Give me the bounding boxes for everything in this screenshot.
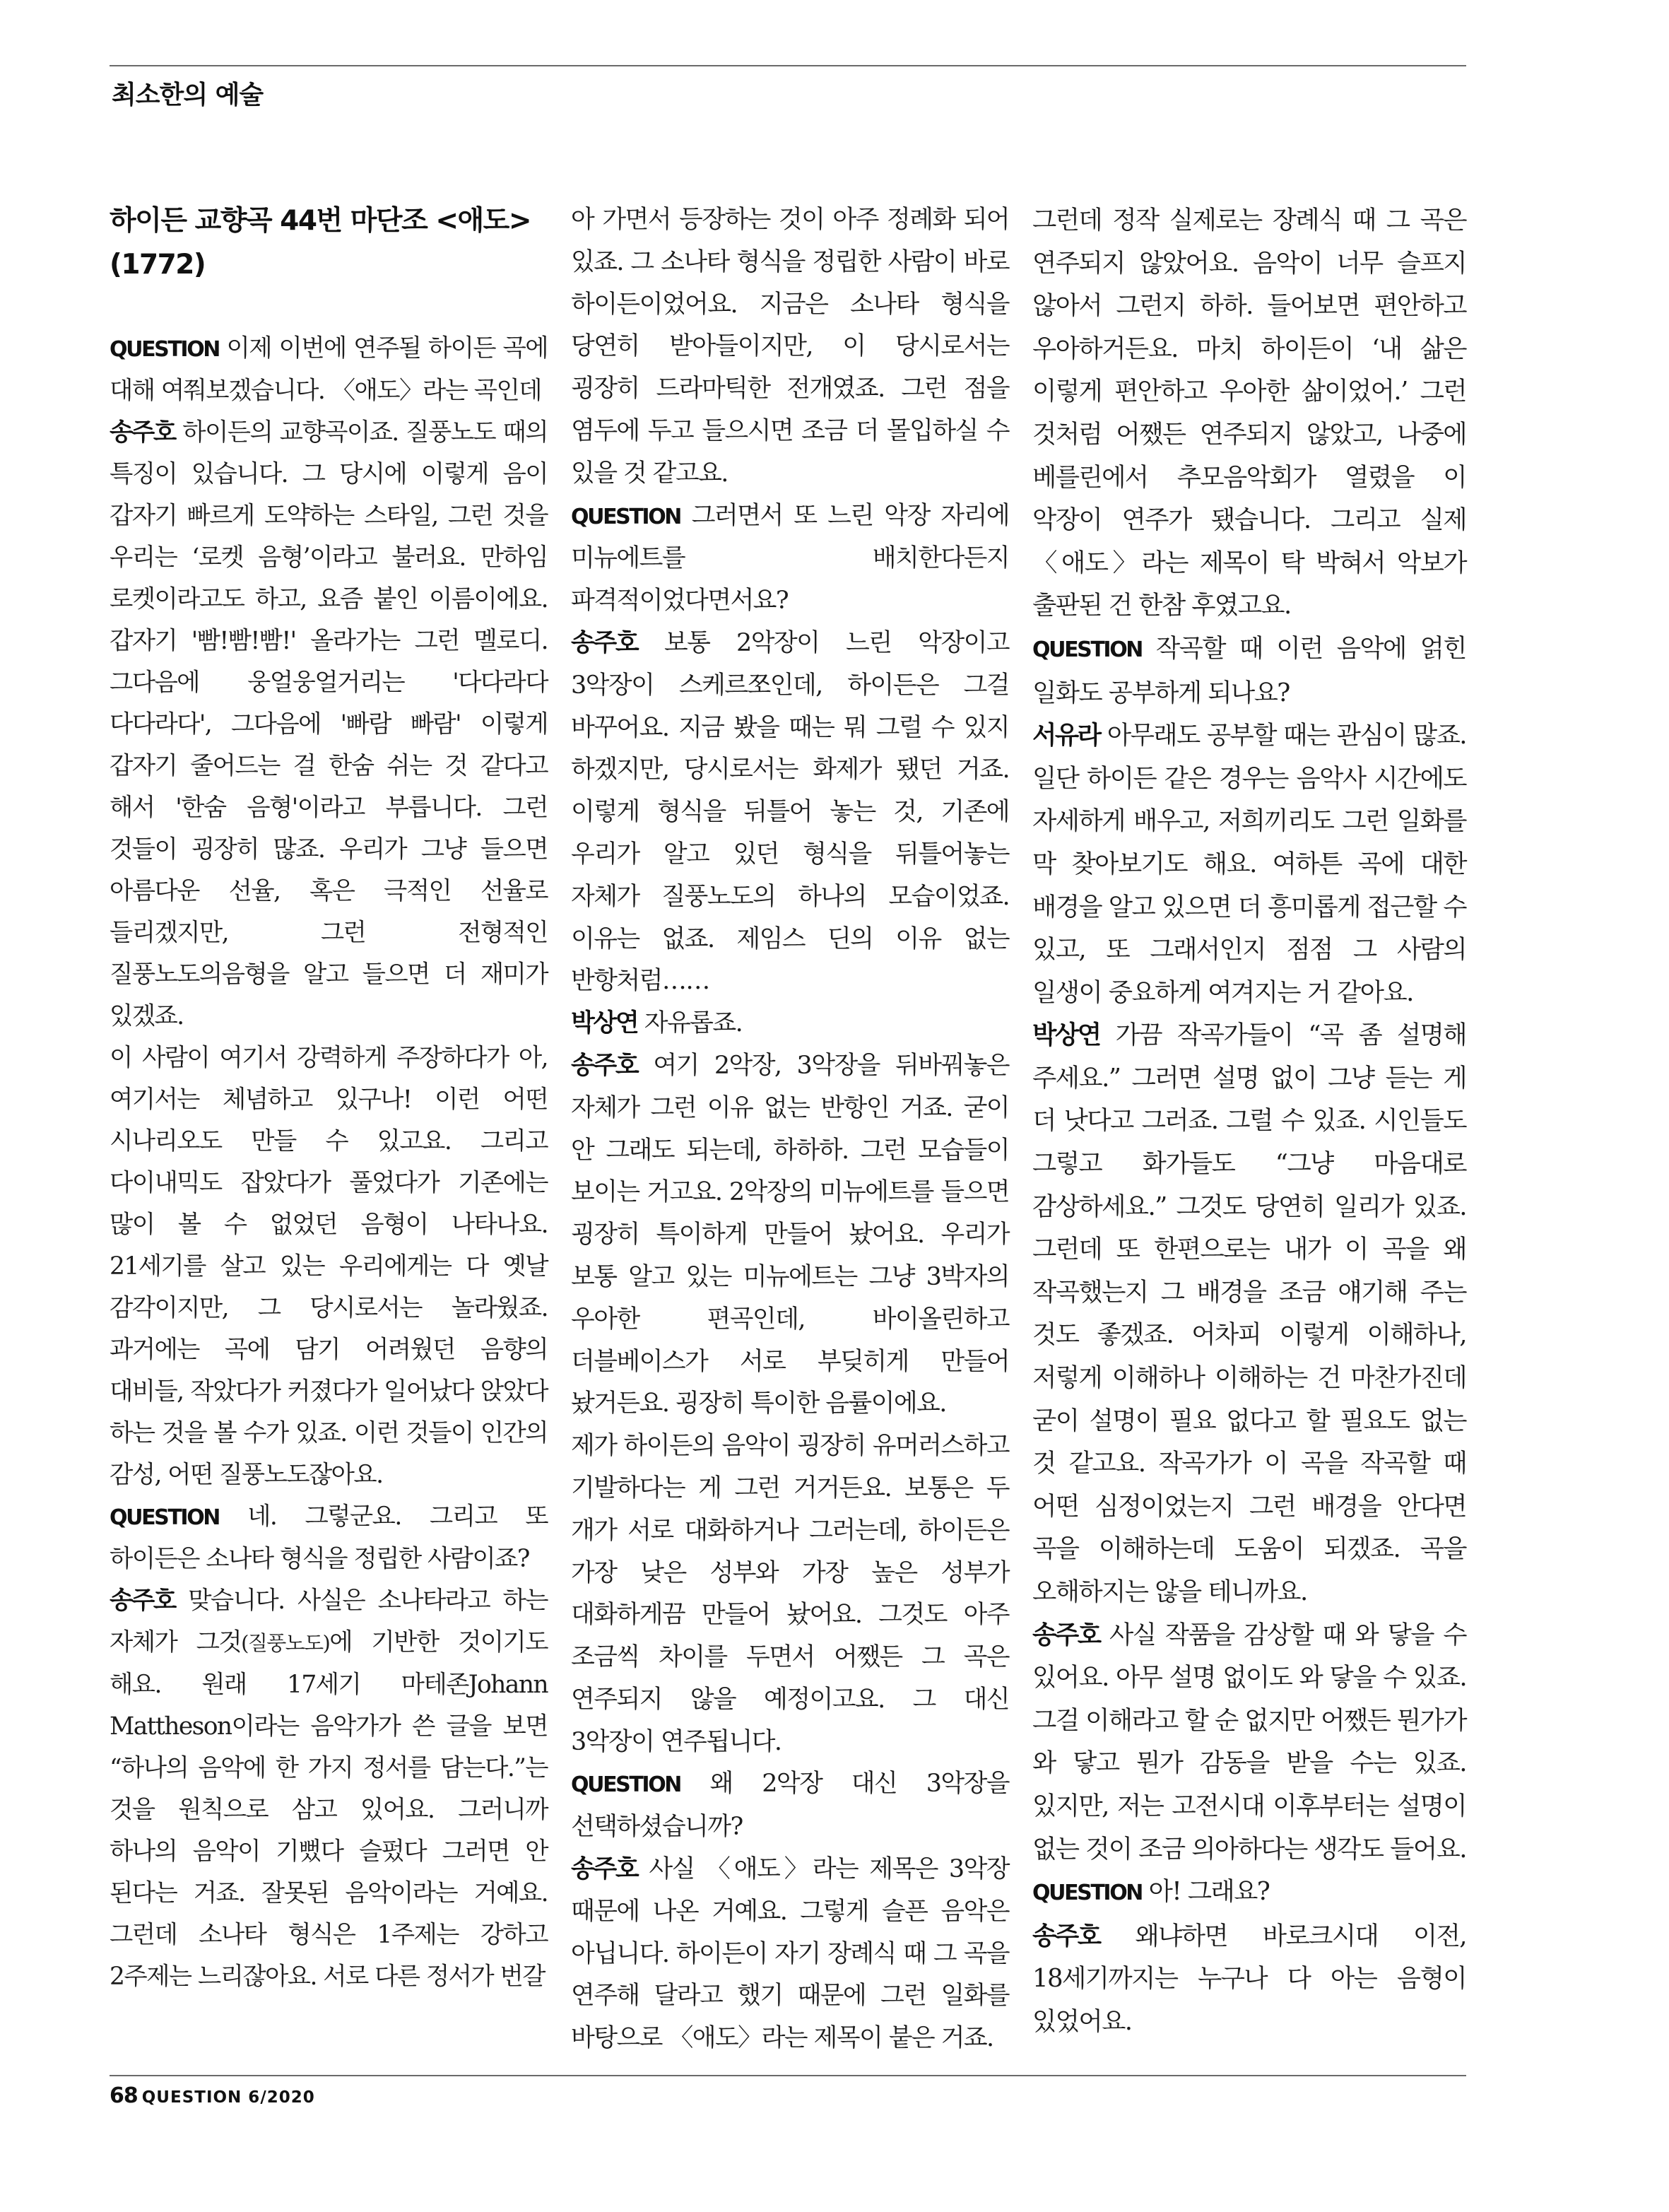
paragraph: [1032, 628, 1466, 714]
paragraph: [571, 495, 1009, 623]
paragraph: [1032, 1871, 1466, 1915]
paragraph: [571, 623, 1009, 1003]
speaker-label: 송주호: [571, 1051, 638, 1080]
paragraph: [571, 1003, 1009, 1045]
paragraph-text: 아무래도 공부할 때는 관심이 많죠. 일단 하이든 같은 경우는 음악사 시간에도 자세하게 배우고, 저희끼리도 그런 일화를 막 찾아보기도 해요. 여하튼 곡에 대한 배경을 알고 있으면 더 흥미롭게 접근할 수 있고, 또 그래서인지 점점 그 사람의 일생이 중요하게 여겨지는 거 같아요.: [1032, 721, 1466, 1007]
paragraph: [571, 1425, 1009, 1763]
paragraph-text: 왜 2악장 대신 3악장을 선택하셨습니까?: [571, 1770, 1009, 1842]
paragraph-text: 가끔 작곡가들이 “곡 좀 설명해 주세요.” 그러면 설명 없이 그냥 듣는 게 더 낫다고 그러죠. 그럴 수 있죠. 시인들도 그렇고 화가들도 “그냥 마음대로 감상하세요.” 그것도 당연히 일리가 있죠. 그런데 또 한편으로는 내가 이 곡을 왜 작곡했는지 그 배경을 조금 얘기해 주는 것도 좋겠죠. 어차피 이렇게 이해하나, 저렇게 이해하나 이해하는 건 마찬가진데 굳이 설명이 필요 없다고 할 필요도 없는 것 같고요. 작곡가가 이 곡을 작곡할 때 어떤 심정이었는지 그런 배경을 안다면 곡을 이해하는데 도움이 되겠죠. 곡을 오해하지는 않을 테니까요.: [1032, 1020, 1466, 1606]
column-2-body: [571, 199, 1009, 2060]
text-column-3: [1032, 199, 1466, 2044]
paragraph-text: 그러면서 또 느린 악장 자리에 미뉴에트를 배치한다든지 파격적이었다면서요?: [571, 501, 1009, 616]
paragraph-text: 네. 그렇군요. 그리고 또 하이든은 소나타 형식을 정립한 사람이죠?: [110, 1502, 548, 1573]
paragraph-text: 작곡할 때 이런 음악에 얽힌 일화도 공부하게 되나요?: [1032, 633, 1466, 707]
paragraph-text: 하이든의 교향곡이죠. 질풍노도 때의 특징이 있습니다. 그 당시에 이렇게 음이 갑자기 빠르게 도약하는 스타일, 그런 것을 우리는 ‘로켓 음형’이라고 불러요. 만하임 로켓이라고도 하고, 요즘 붙인 이름이에요. 갑자기 '빰!빰!빰!' 올라가는 그런 멜로디. 그다음에 웅얼웅얼거리는 '다다라다 다다라다', 그다음에 '빠람 빠람' 이렇게 갑자기 줄어드는 걸 한숨 쉬는 것 같다고 해서 '한숨 음형'이라고 부릅니다. 그런 것들이 굉장히 많죠. 우리가 그냥 들으면 아름다운 선율, 혹은 극적인 선율로 들리겠지만, 그런 전형적인 질풍노도의음형을 알고 들으면 더 재미가 있겠죠.: [110, 418, 548, 1030]
paragraph: [110, 1037, 548, 1496]
paragraph-text: 자유롭죠.: [637, 1009, 743, 1038]
paragraph: [1032, 1614, 1466, 1871]
paragraph-text: 맞습니다. 사실은 소나타라고 하는 자체가 그것: [110, 1587, 548, 1657]
paragraph-text: 아 가면서 등장하는 것이 아주 정례화 되어 있죠. 그 소나타 형식을 정립한 사람이 바로 하이든이었어요. 지금은 소나타 형식을 당연히 받아들이지만, 이 당시로서는 굉장히 드라마틱한 전개였죠. 그런 점을 염두에 두고 들으시면 조금 더 몰입하실 수 있을 것 같고요.: [571, 206, 1009, 488]
piece-title-line1: 하이든 교향곡 44번 마단조 <애도>: [110, 205, 531, 237]
speaker-label: 서유라: [1032, 721, 1100, 751]
speaker-label: QUESTION: [571, 504, 680, 529]
footer-rule: [110, 2075, 1466, 2076]
text-column-1: [110, 199, 548, 1998]
speaker-label: QUESTION: [110, 1505, 219, 1530]
text-column-2: [571, 199, 1009, 2060]
speaker-label: 박상연: [1032, 1020, 1100, 1050]
paragraph-text: 이 사람이 여기서 강력하게 주장하다가 아, 여기서는 체념하고 있구나! 이런 어떤 시나리오도 만들 수 있고요. 그리고 다이내믹도 잡았다가 풀었다가 기존에는 많이 볼 수 없었던 음형이 나타나요. 21세기를 살고 있는 우리에게는 다 옛날 감각이지만, 그 당시로서는 놀라웠죠. 과거에는 곡에 담기 어려웠던 음향의 대비들, 작았다가 커졌다가 일어났다 앉았다 하는 것을 볼 수가 있죠. 이런 것들이 인간의 감성, 어떤 질풍노도잖아요.: [110, 1044, 548, 1489]
paragraph: [571, 199, 1009, 495]
paragraph-text: 왜냐하면 바로크시대 이전, 18세기까지는 누구나 다 아는 음형이 있었어요.: [1032, 1921, 1466, 2036]
paragraph-text: 아! 그래요?: [1142, 1877, 1270, 1907]
speaker-label: 송주호: [1032, 1620, 1100, 1649]
paragraph: [110, 1496, 548, 1580]
paragraph-text: 여기 2악장, 3악장을 뒤바꿔놓은 자체가 그런 이유 없는 반항인 거죠. 굳이 안 그래도 되는데, 하하하. 그런 모습들이 보이는 거고요. 2악장의 미뉴에트를 들으면 굉장히 특이하게 만들어 놨어요. 우리가 보통 알고 있는 미뉴에트는 그냥 3박자의 우아한 편곡인데, 바이올린하고 더블베이스가 서로 부딪히게 만들어 놨거든요. 굉장히 특이한 음률이에요.: [571, 1051, 1009, 1418]
paragraph-text: 사실 작품을 감상할 때 와 닿을 수 있어요. 아무 설명 없이도 와 닿을 수 있죠. 그걸 이해라고 할 순 없지만 어쨌든 뭔가가 와 닿고 뭔가 감동을 받을 수는 있죠. 있지만, 저는 고전시대 이후부터는 설명이 없는 것이 조금 의아하다는 생각도 들어요.: [1032, 1620, 1466, 1864]
speaker-label: 송주호: [110, 1587, 175, 1615]
section-title: 최소한의 예술: [112, 81, 264, 110]
speaker-label: QUESTION: [1032, 637, 1142, 662]
paragraph: [1032, 714, 1466, 1014]
speaker-label: QUESTION: [110, 337, 219, 362]
piece-title: [110, 199, 548, 287]
speaker-label: 송주호: [571, 628, 638, 657]
speaker-label: 송주호: [110, 418, 175, 447]
paragraph: [110, 412, 548, 1037]
paragraph: [571, 1849, 1009, 2060]
paragraph: [1032, 199, 1466, 628]
speaker-label: 박상연: [571, 1009, 638, 1038]
paragraph: [110, 1580, 548, 1998]
paragraph: [1032, 1915, 1466, 2044]
page-number: 68: [110, 2083, 138, 2108]
paragraph: [1032, 1014, 1466, 1613]
inline-note: (질풍노도): [241, 1631, 330, 1655]
paragraph: [571, 1763, 1009, 1849]
page-footer: [110, 2083, 315, 2108]
paragraph-text: 이제 이번에 연주될 하이든 곡에 대해 여쭤보겠습니다. 〈애도〉라는 곡인데: [110, 334, 548, 405]
column-3-body: [1032, 199, 1466, 2044]
paragraph-text: 사실 〈애도〉라는 제목은 3악장 때문에 나온 거예요. 그렇게 슬픈 음악은 아닙니다. 하이든이 자기 장례식 때 그 곡을 연주해 달라고 했기 때문에 그런 일화를 바탕으로 〈애도〉라는 제목이 붙은 거죠.: [571, 1855, 1009, 2053]
speaker-label: QUESTION: [1032, 1881, 1142, 1906]
speaker-label: 송주호: [571, 1855, 638, 1884]
paragraph-text: 그런데 정작 실제로는 장례식 때 그 곡은 연주되지 않았어요. 음악이 너무 슬프지 않아서 그런지 하하. 들어보면 편안하고 우아하거든요. 마치 하이든이 ‘내 삶은 이렇게 편안하고 우아한 삶이었어.’ 그런 것처럼 어쨌든 연주되지 않았고, 나중에 베를린에서 추모음악회가 열렸을 이 악장이 연주가 됐습니다. 그리고 실제 〈애도〉라는 제목이 탁 박혀서 악보가 출판된 건 한참 후였고요.: [1032, 206, 1466, 620]
header-rule: [110, 65, 1466, 66]
speaker-label: QUESTION: [571, 1772, 680, 1798]
piece-title-line2: (1772): [110, 249, 206, 281]
speaker-label: 송주호: [1032, 1921, 1100, 1951]
paragraph: [110, 328, 548, 412]
column-1-body: [110, 328, 548, 1998]
paragraph-text: 제가 하이든의 음악이 굉장히 유머러스하고 기발하다는 게 그런 거거든요. 보통은 두 개가 서로 대화하거나 그러는데, 하이든은 가장 낮은 성부와 가장 높은 성부가 대화하게끔 만들어 놨어요. 그것도 아주 조금씩 차이를 두면서 어쨌든 그 곡은 연주되지 않을 예정이고요. 그 대신 3악장이 연주됩니다.: [571, 1432, 1009, 1756]
paragraph-text: 보통 2악장이 느린 악장이고 3악장이 스케르쪼인데, 하이든은 그걸 바꾸어요. 지금 봤을 때는 뭐 그럴 수 있지 하겠지만, 당시로서는 화제가 됐던 거죠. 이렇게 형식을 뒤틀어 놓는 것, 기존에 우리가 알고 있던 형식을 뒤틀어놓는 자체가 질풍노도의 하나의 모습이었죠. 이유는 없죠. 제임스 딘의 이유 없는 반항처럼……: [571, 628, 1009, 996]
paragraph-text: 에 기반한 것이기도 해요. 원래 17세기 마테존Johann Mattheson이라는 음악가가 쓴 글을 보면 “하나의 음악에 한 가지 정서를 담는다.”는 것을 원칙으로 삼고 있어요. 그러니까 하나의 음악이 기뻤다 슬펐다 그러면 안 된다는 거죠. 잘못된 음악이라는 거예요. 그런데 소나타 형식은 1주제는 강하고 2주제는 느리잖아요. 서로 다른 정서가 번갈: [110, 1628, 548, 1991]
magazine-issue: QUESTION 6/2020: [141, 2088, 315, 2107]
paragraph: [571, 1045, 1009, 1425]
